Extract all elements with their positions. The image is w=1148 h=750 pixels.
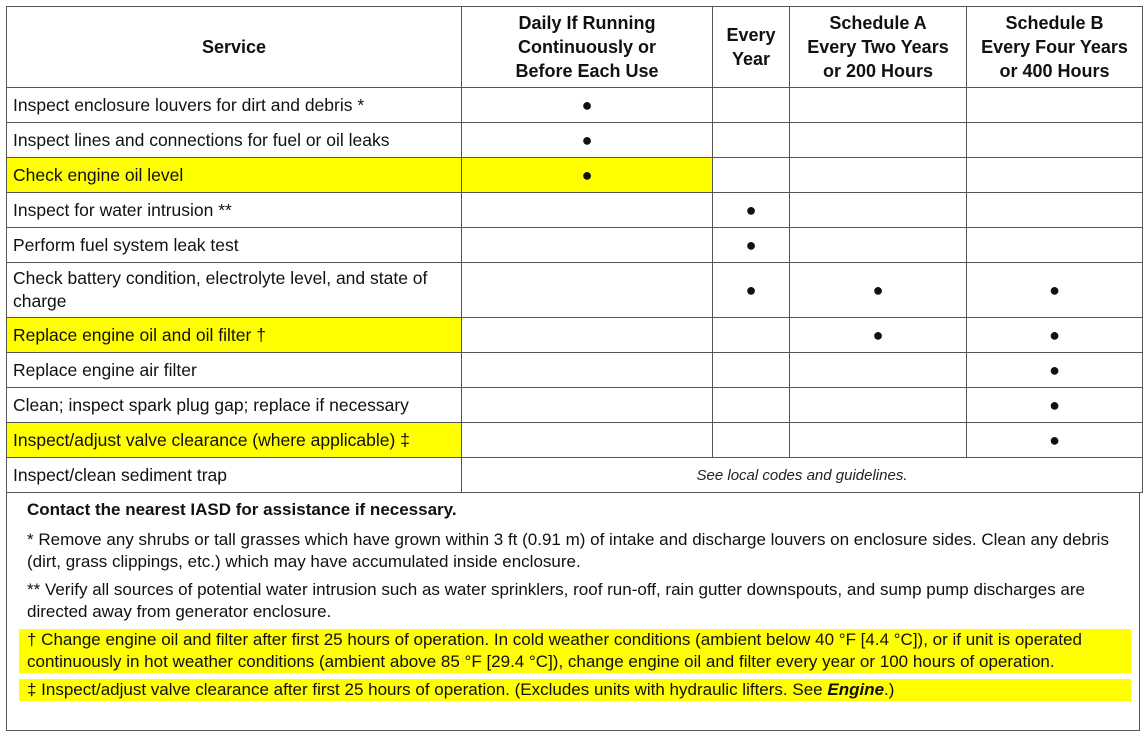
daily-cell [462, 228, 713, 263]
maintenance-schedule [6, 6, 1142, 731]
service-cell: Inspect/adjust valve clearance (where applicable) ‡ [7, 423, 462, 458]
daily-cell [462, 193, 713, 228]
bullet-mark: ● [1049, 279, 1060, 300]
bullet-mark: ● [1049, 394, 1060, 415]
bullet-mark: ● [581, 94, 593, 115]
service-cell: Check battery condition, electrolyte level, and state of charge [7, 263, 462, 318]
daily-cell [462, 388, 713, 423]
table-row [7, 228, 1143, 263]
daily-cell [462, 88, 713, 123]
every-year-cell [713, 388, 790, 423]
service-cell: Inspect enclosure louvers for dirt and debris * [7, 88, 462, 123]
maintenance-table [6, 6, 1143, 493]
table-row [7, 123, 1143, 158]
table-row [7, 423, 1143, 458]
every-year-cell [713, 423, 790, 458]
service-cell: Perform fuel system leak test [7, 228, 462, 263]
daily-cell [462, 158, 713, 193]
schedule-b-cell [967, 263, 1143, 318]
footnote-single-star: * Remove any shrubs or tall grasses which have grown within 3 ft (0.91 m) of intake and discharge louvers on enclosure sides. Clean any debris (dirt, grass clippings, etc.) which may have accumulated inside enclosure. [27, 530, 1109, 571]
service-cell: Inspect lines and connections for fuel or oil leaks [7, 123, 462, 158]
schedule-a-cell [790, 88, 967, 123]
table-row [7, 193, 1143, 228]
schedule-b-cell [967, 228, 1143, 263]
bullet-mark: ● [581, 164, 593, 185]
header-every-year: Every Year [713, 7, 790, 88]
schedule-a-cell [790, 353, 967, 388]
daily-cell [462, 123, 713, 158]
header-daily: Daily If Running Continuously or Before Each Use [462, 7, 713, 88]
bullet-mark: ● [581, 129, 593, 150]
daily-cell [462, 263, 713, 318]
engine-section-link[interactable]: Engine [827, 680, 885, 699]
header-schedule-a: Schedule A Every Two Years or 200 Hours [790, 7, 967, 88]
daily-cell [462, 423, 713, 458]
table-row [7, 88, 1143, 123]
every-year-cell [713, 353, 790, 388]
schedule-b-cell [967, 88, 1143, 123]
bullet-mark: ● [745, 279, 757, 300]
table-row [7, 388, 1143, 423]
every-year-cell [713, 88, 790, 123]
schedule-a-cell [790, 318, 967, 353]
schedule-b-cell [967, 423, 1143, 458]
table-row-sediment-trap [7, 458, 1143, 493]
local-codes-note: See local codes and guidelines. [462, 458, 1143, 493]
schedule-a-cell [790, 388, 967, 423]
schedule-b-cell [967, 318, 1143, 353]
every-year-cell [713, 263, 790, 318]
schedule-a-cell [790, 158, 967, 193]
schedule-a-cell [790, 228, 967, 263]
schedule-a-cell [790, 193, 967, 228]
service-cell: Check engine oil level [7, 158, 462, 193]
header-schedule-b: Schedule B Every Four Years or 400 Hours [967, 7, 1143, 88]
daily-cell [462, 353, 713, 388]
footnote-double-star: ** Verify all sources of potential water intrusion such as water sprinklers, roof run-off, rain gutter downspouts, and sump pump discharges are directed away from generator enclosure. [27, 580, 1085, 621]
footnotes [6, 493, 1140, 731]
schedule-b-cell [967, 388, 1143, 423]
footnote-double-dagger: ‡ Inspect/adjust valve clearance after first 25 hours of operation. (Excludes units with hydraulic lifters. See Engine.) [19, 679, 1131, 701]
bullet-mark: ● [745, 199, 757, 220]
header-row [7, 7, 1143, 88]
schedule-a-cell [790, 123, 967, 158]
bullet-mark: ● [1049, 324, 1060, 345]
table-row [7, 158, 1143, 193]
bullet-mark: ● [1049, 359, 1060, 380]
schedule-b-cell [967, 353, 1143, 388]
every-year-cell [713, 318, 790, 353]
daily-cell [462, 318, 713, 353]
schedule-a-cell [790, 423, 967, 458]
bullet-mark: ● [1049, 429, 1060, 450]
bullet-mark: ● [872, 324, 884, 345]
every-year-cell [713, 228, 790, 263]
service-cell: Replace engine air filter [7, 353, 462, 388]
table-body [7, 88, 1143, 458]
every-year-cell [713, 193, 790, 228]
service-cell: Replace engine oil and oil filter † [7, 318, 462, 353]
contact-note: Contact the nearest IASD for assistance if necessary. [27, 500, 457, 519]
service-cell: Clean; inspect spark plug gap; replace if necessary [7, 388, 462, 423]
service-cell: Inspect for water intrusion ** [7, 193, 462, 228]
bullet-mark: ● [745, 234, 757, 255]
every-year-cell [713, 123, 790, 158]
schedule-b-cell [967, 123, 1143, 158]
schedule-b-cell [967, 193, 1143, 228]
schedule-b-cell [967, 158, 1143, 193]
bullet-mark: ● [872, 279, 884, 300]
footnote-dagger: † Change engine oil and filter after first 25 hours of operation. In cold weather conditions (ambient below 40 °F [4.4 °C]), or if unit is operated continuously in hot weather conditions (ambient above 85 °F [29.4 °C]), change engine oil and filter every year or 100 hours of operation. [19, 629, 1131, 673]
table-row [7, 263, 1143, 318]
table-row [7, 318, 1143, 353]
table-row [7, 353, 1143, 388]
schedule-a-cell [790, 263, 967, 318]
header-service: Service [7, 7, 462, 88]
every-year-cell [713, 158, 790, 193]
service-cell: Inspect/clean sediment trap [7, 458, 462, 493]
